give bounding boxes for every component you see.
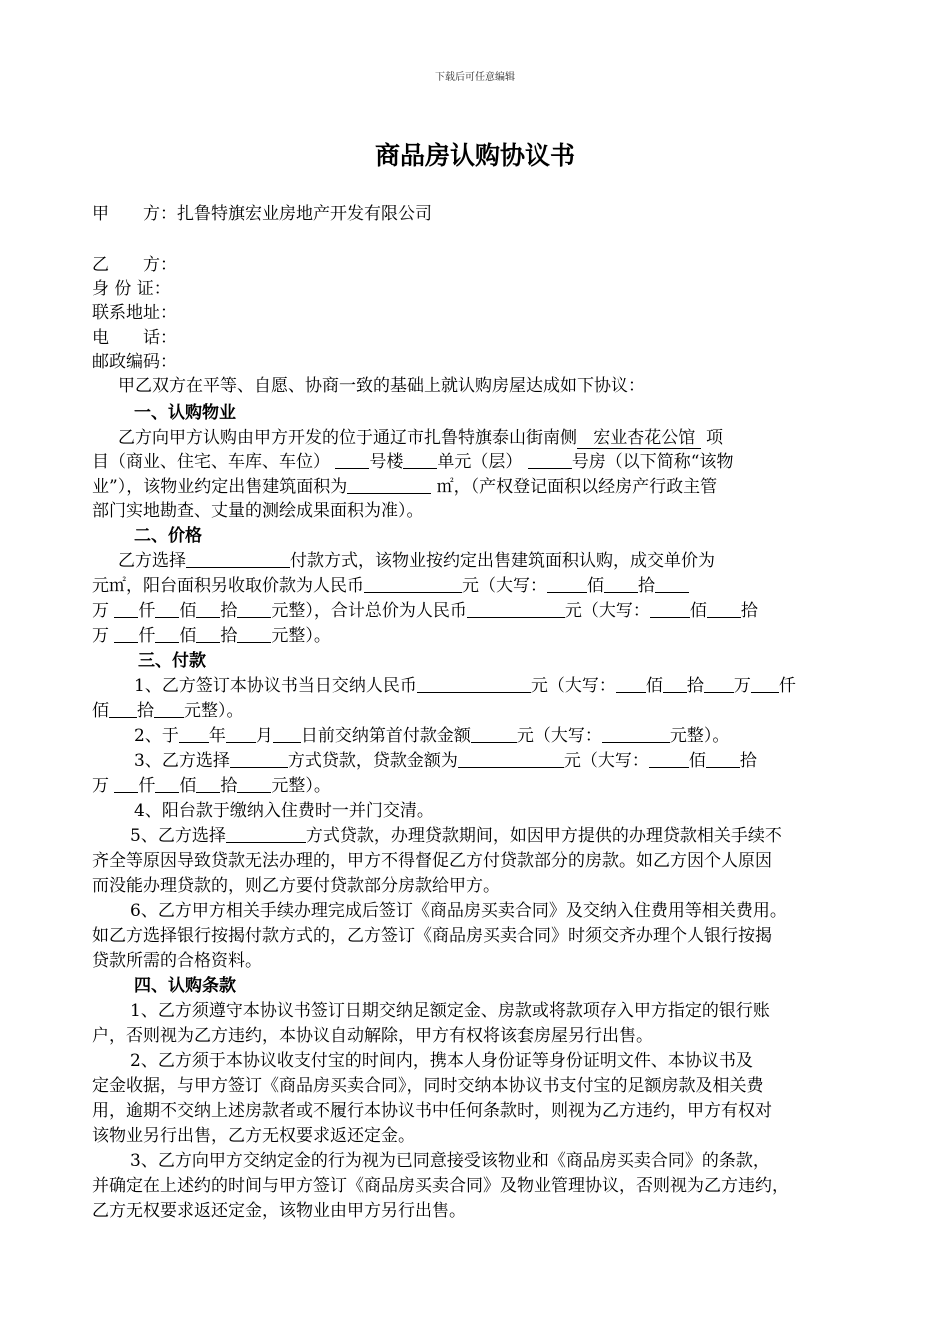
s3-text: 佰 [645, 676, 663, 696]
s3-text: 拾 [739, 751, 757, 771]
phone-field: 电 话： [92, 328, 177, 348]
s3-text: 仟 [138, 776, 156, 796]
s3-text: 万 [733, 676, 751, 696]
s2-text: 元整）。 [271, 626, 331, 646]
blank[interactable] [602, 724, 670, 743]
s3-item-5-line-3: 而没能办理贷款的，则乙方要付贷款部分房款给甲方。 [92, 876, 500, 896]
s3-text: 万 [92, 776, 109, 796]
s2-text: 拾 [740, 601, 758, 621]
area-blank[interactable] [347, 475, 431, 494]
header-note: 下载后可任意编辑 [435, 72, 515, 83]
blank[interactable] [114, 599, 138, 618]
s4-clause-2-line-2: 定金收据，与甲方签订《商品房买卖合同》，同时交纳本协议书支付宝的足额房款及相关费 [92, 1076, 764, 1096]
blank[interactable] [663, 674, 687, 693]
s2-line-4 [92, 624, 860, 648]
blank[interactable] [114, 774, 138, 793]
project-name: 宏业杏花公馆 [577, 428, 701, 449]
s3-item-3-line-1 [134, 749, 860, 773]
s3-text: 2、于 [134, 726, 179, 746]
blank[interactable] [707, 599, 741, 618]
blank[interactable] [155, 774, 179, 793]
section-1-heading: 一、认购物业 [134, 403, 236, 423]
s2-text: 仟 [138, 601, 156, 621]
s4-clause-3-line-1: 3、乙方向甲方交纳定金的行为视为已同意接受该物业和《商品房买卖合同》的条款， [130, 1151, 770, 1171]
s2-line-2 [92, 574, 860, 598]
blank[interactable] [196, 624, 220, 643]
blank[interactable] [704, 674, 734, 693]
total-price-blank[interactable] [467, 599, 565, 618]
blank[interactable] [155, 624, 179, 643]
building-blank[interactable] [335, 450, 369, 469]
s4-clause-2-line-1: 2、乙方须于本协议收支付宝的时间内，携本人身份证等身份证明文件、本协议书及 [130, 1051, 753, 1071]
s1-line-4: 部门实地勘查、丈量的测绘成果面积为准）。 [92, 501, 424, 521]
blank[interactable] [237, 624, 271, 643]
blank[interactable] [155, 599, 179, 618]
section-4-heading: 四、认购条款 [134, 976, 236, 996]
blank[interactable] [196, 774, 220, 793]
balcony-price-blank[interactable] [364, 574, 462, 593]
s3-text: 仟 [778, 676, 796, 696]
s3-text: 元（大写： [563, 751, 649, 771]
s2-text: 仟 [138, 626, 156, 646]
id-card-field: 身 份 证： [92, 279, 171, 299]
blank[interactable] [604, 574, 638, 593]
s3-text: 佰 [179, 776, 197, 796]
blank[interactable] [109, 699, 137, 718]
s2-text: 乙方选择 [118, 551, 186, 571]
s1-text: 号楼 [369, 452, 404, 472]
s1-text: ㎡，（产权登记面积以经房产行政主管 [436, 477, 718, 497]
s4-clause-2-line-4: 该物业另行出售，乙方无权要求返还定金。 [92, 1126, 415, 1146]
blank[interactable] [237, 774, 271, 793]
s1-text: 乙方向甲方认购由甲方开发的位于通辽市扎鲁特旗泰山街南侧 [118, 428, 577, 448]
address-field: 联系地址： [92, 303, 177, 323]
s2-text: 拾 [638, 576, 655, 596]
s3-text: 3、乙方选择 [134, 751, 230, 771]
blank[interactable] [706, 749, 740, 768]
postcode-field: 邮政编码： [92, 352, 177, 372]
blank[interactable] [114, 624, 138, 643]
s1-line-1 [118, 426, 860, 450]
room-blank[interactable] [528, 450, 572, 469]
first-payment-blank[interactable] [471, 724, 517, 743]
s3-text: 拾 [137, 701, 154, 721]
s4-clause-2-line-3: 用，逾期不交纳上述房款者或不履行本协议书中任何条款时，则视为乙方违约，甲方有权对 [92, 1101, 772, 1121]
section-2-heading: 二、价格 [134, 526, 202, 546]
s2-text: 万 [92, 601, 109, 621]
s3-item-6-line-2: 如乙方选择银行按揭付款方式的，乙方签订《商品房买卖合同》时须交齐办理个人银行按揭 [92, 926, 772, 946]
s1-text: 号房（以下简称“该物 [571, 452, 734, 472]
s3-text: 元（大写： [516, 726, 602, 746]
s3-item-3-line-2 [92, 774, 860, 798]
party-a-line [92, 202, 860, 226]
payment-method-blank[interactable] [186, 549, 290, 568]
s2-text: 佰 [587, 576, 604, 596]
document-title: 商品房认购协议书 [374, 141, 575, 170]
blank[interactable] [154, 699, 184, 718]
s3-text: 月 [255, 726, 273, 746]
s3-text: 元（大写： [530, 676, 616, 696]
blank[interactable] [226, 724, 256, 743]
s2-text: 佰 [179, 626, 197, 646]
s3-text: 元整）。 [669, 726, 730, 746]
blank[interactable] [547, 574, 587, 593]
loan-method-blank[interactable] [230, 749, 288, 768]
s1-line-3 [92, 475, 860, 499]
s3-text: 拾 [686, 676, 704, 696]
s2-text: 元㎡，阳台面积另收取价款为人民币 [92, 576, 364, 596]
s2-text: 佰 [179, 601, 197, 621]
s3-item-5-line-1 [130, 824, 860, 848]
deposit-blank[interactable] [417, 674, 531, 693]
blank[interactable] [655, 574, 689, 593]
s2-text: 佰 [689, 601, 707, 621]
s2-text: 拾 [220, 601, 238, 621]
s2-text: 万 [92, 626, 109, 646]
blank[interactable] [751, 674, 779, 693]
party-b-name-field: 乙 方： [92, 255, 177, 275]
s2-text: 元（大写： [462, 576, 547, 596]
s3-text: 日前交纳第首付款金额 [300, 726, 471, 746]
s3-text: 拾 [220, 776, 238, 796]
blank[interactable] [273, 724, 301, 743]
s1-text: 业”），该物业约定出售建筑面积为 [92, 477, 348, 497]
section-3-heading: 三、付款 [138, 651, 206, 671]
blank[interactable] [649, 749, 689, 768]
s4-clause-3-line-3: 乙方无权要求返还定金，该物业由甲方另行出售。 [92, 1201, 466, 1221]
s2-line-3 [92, 599, 860, 623]
s3-item-6-line-3: 贷款所需的合格资料。 [92, 951, 262, 971]
s1-text: 目（商业、住宅、车库、车位） [92, 452, 330, 472]
s3-item-1-line-2 [92, 699, 860, 723]
s1-text: 单元（层） [437, 452, 523, 472]
s2-text: 元整），合计总价为人民币 [271, 601, 467, 621]
s3-text: 元整）。 [184, 701, 244, 721]
s3-text: 5、乙方选择 [130, 826, 226, 846]
s3-text: 佰 [92, 701, 109, 721]
s1-line-2 [92, 450, 860, 474]
party-a-value: 扎鲁特旗宏业房地产开发有限公司 [177, 204, 432, 224]
s3-item-2 [134, 724, 860, 748]
s4-clause-3-line-2: 并确定在上述约的时间与甲方签订《商品房买卖合同》及物业管理协议，否则视为乙方违约， [92, 1176, 789, 1196]
party-a-label: 甲 方： [92, 204, 177, 224]
blank[interactable] [196, 599, 220, 618]
s1-text: 项 [706, 428, 724, 448]
s3-text: 方式贷款，贷款金额为 [287, 751, 458, 771]
blank[interactable] [179, 724, 209, 743]
loan-amount-blank[interactable] [458, 749, 564, 768]
s3-text: 元整）。 [271, 776, 331, 796]
s2-text: 元（大写： [564, 601, 650, 621]
blank[interactable] [237, 599, 271, 618]
s3-text: 方式贷款，办理贷款期间，如因甲方提供的办理贷款相关手续不 [305, 826, 782, 846]
s3-text: 年 [208, 726, 226, 746]
s2-line-1 [118, 549, 860, 573]
s3-item-1-line-1 [134, 674, 860, 698]
s2-text: 付款方式，该物业按约定出售建筑面积认购，成交单价为 [290, 551, 715, 571]
unit-blank[interactable] [403, 450, 437, 469]
s4-clause-1-line-1: 1、乙方须遵守本协议书签订日期交纳足额定金、房款或将款项存入甲方指定的银行账 [130, 1001, 770, 1021]
s4-clause-1-line-2: 户，否则视为乙方违约，本协议自动解除，甲方有权将该套房屋另行出售。 [92, 1026, 653, 1046]
intro-paragraph: 甲乙双方在平等、自愿、协商一致的基础上就认购房屋达成如下协议： [118, 376, 645, 396]
s3-text: 1、乙方签订本协议书当日交纳人民币 [134, 676, 417, 696]
s3-item-6-line-1: 6、乙方甲方相关手续办理完成后签订《商品房买卖合同》及交纳入住费用等相关费用。 [130, 901, 787, 921]
loan-method-blank-2[interactable] [226, 824, 306, 843]
s3-item-5-line-2: 齐全等原因导致贷款无法办理的，甲方不得督促乙方付贷款部分的房款。如乙方因个人原因 [92, 851, 772, 871]
s3-item-4: 4、阳台款于缴纳入住费时一并门交清。 [134, 801, 434, 821]
s3-text: 佰 [688, 751, 706, 771]
blank[interactable] [650, 599, 690, 618]
s2-text: 拾 [220, 626, 238, 646]
blank[interactable] [616, 674, 646, 693]
